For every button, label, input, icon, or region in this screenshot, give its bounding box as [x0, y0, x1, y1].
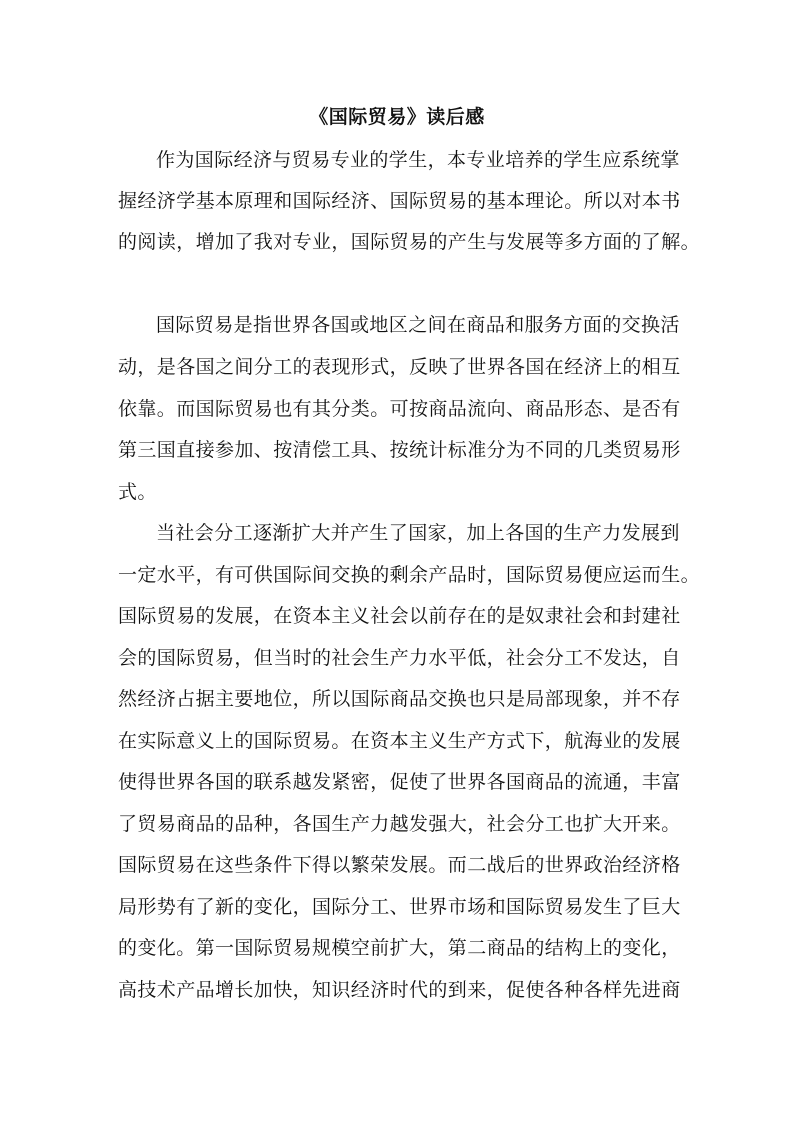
document-title: 《国际贸易》读后感	[309, 106, 485, 128]
text-line: 然经济占据主要地位，所以国际商品交换也只是局部现象，并不存	[118, 688, 681, 710]
text-line: 作为国际经济与贸易专业的学生，本专业培养的学生应系统掌	[156, 149, 680, 171]
text-line: 动，是各国之间分工的表现形式，反映了世界各国在经济上的相互	[118, 356, 681, 378]
text-line: 了贸易商品的品种，各国生产力越发强大，社会分工也扩大开来。	[118, 813, 681, 835]
text-line: 第三国直接参加、按清偿工具、按统计标准分为不同的几类贸易形	[118, 439, 681, 461]
text-line: 一定水平，有可供国际间交换的剩余产品时，国际贸易便应运而生。	[118, 564, 701, 586]
text-line: 局形势有了新的变化，国际分工、世界市场和国际贸易发生了巨大	[118, 896, 681, 918]
text-line: 的变化。第一国际贸易规模空前扩大，第二商品的结构上的变化，	[118, 937, 681, 959]
text-line: 当社会分工逐渐扩大并产生了国家，加上各国的生产力发展到	[156, 522, 680, 544]
text-line: 国际贸易的发展，在资本主义社会以前存在的是奴隶社会和封建社	[118, 605, 681, 627]
text-line: 国际贸易在这些条件下得以繁荣发展。而二战后的世界政治经济格	[118, 854, 681, 876]
text-line: 依靠。而国际贸易也有其分类。可按商品流向、商品形态、是否有	[118, 398, 681, 420]
text-line: 的阅读，增加了我对专业，国际贸易的产生与发展等多方面的了解。	[118, 231, 701, 253]
text-line: 在实际意义上的国际贸易。在资本主义生产方式下，航海业的发展	[118, 730, 681, 752]
text-line: 使得世界各国的联系越发紧密，促使了世界各国商品的流通，丰富	[118, 771, 681, 793]
text-line: 高技术产品增长加快，知识经济时代的到来，促使各种各样先进商	[118, 979, 681, 1001]
text-line: 握经济学基本原理和国际经济、国际贸易的基本理论。所以对本书	[118, 190, 681, 212]
text-line: 国际贸易是指世界各国或地区之间在商品和服务方面的交换活	[156, 314, 680, 336]
text-line: 式。	[118, 481, 157, 503]
text-line: 会的国际贸易，但当时的社会生产力水平低，社会分工不发达，自	[118, 647, 681, 669]
